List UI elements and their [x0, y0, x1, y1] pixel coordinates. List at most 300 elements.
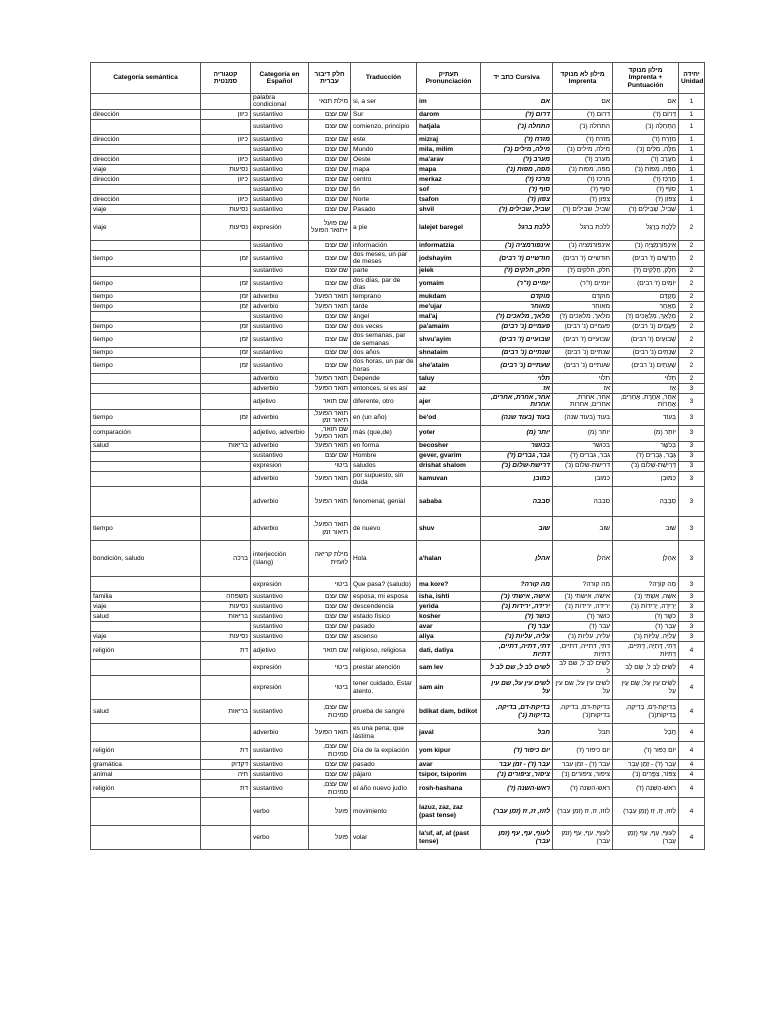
- cell-part-of-speech-hebrew: תואר הפועל: [309, 374, 351, 384]
- cell-imprenta: אינפורמציה (נ'): [553, 240, 613, 250]
- cell-categoria-semantica-hebrew: נסיעות: [201, 602, 251, 612]
- cell-imprenta-puntuacion: דְּרִישַׁת-שָׁלוֹם (נ'): [613, 461, 679, 471]
- cell-traduccion: Norte: [351, 194, 417, 204]
- cell-imprenta-puntuacion: שׁוּב: [613, 517, 679, 541]
- cell-categoria-semantica: tiempo: [91, 250, 201, 266]
- cell-pronunciacion: sam lev: [417, 660, 481, 676]
- cell-imprenta: ציפור, ציפורים (נ'): [553, 770, 613, 780]
- cell-categoria-semantica-hebrew: זמן: [201, 276, 251, 292]
- cell-pronunciacion: tsafon: [417, 194, 481, 204]
- cell-imprenta-puntuacion: יוֹם כִּפּוּר (ז'): [613, 742, 679, 760]
- cell-categoria-semantica-hebrew: דת: [201, 642, 251, 660]
- table-row: [91, 541, 705, 577]
- cell-categoria-espanol: adverbio: [251, 409, 309, 425]
- cell-part-of-speech-hebrew: שם עצם: [309, 154, 351, 164]
- cell-traduccion: pájaro: [351, 770, 417, 780]
- table-row: [91, 312, 705, 322]
- cell-categoria-semantica: salud: [91, 700, 201, 724]
- cell-imprenta: לשים עין על, שם עין על: [553, 676, 613, 700]
- cell-imprenta-puntuacion: כֹּשֶׁר (ז'): [613, 612, 679, 622]
- cell-cursiva: תלוי: [481, 374, 553, 384]
- cell-cursiva: מלאך, מלאכים (ז'): [481, 312, 553, 322]
- cell-traduccion: volar: [351, 826, 417, 850]
- cell-imprenta-puntuacion: הַתְחָלָה (נ'): [613, 119, 679, 134]
- table-row: [91, 622, 705, 632]
- cell-imprenta: חבל: [553, 724, 613, 742]
- cell-pronunciacion: shvu'ayim: [417, 332, 481, 348]
- cell-categoria-semantica-hebrew: [201, 94, 251, 110]
- cell-unidad: 4: [679, 798, 705, 826]
- cell-cursiva: בעוד (בעוד שנה): [481, 409, 553, 425]
- cell-imprenta: תלוי: [553, 374, 613, 384]
- cell-pronunciacion: gever, gvarim: [417, 451, 481, 461]
- cell-imprenta: אם: [553, 94, 613, 110]
- cell-cursiva: שבועיים (ז' רבים): [481, 332, 553, 348]
- cell-categoria-semantica: [91, 384, 201, 394]
- cell-categoria-semantica-hebrew: [201, 240, 251, 250]
- cell-part-of-speech-hebrew: שם עצם: [309, 312, 351, 322]
- cell-cursiva: לזוז, זז, זז (זמן עבר): [481, 798, 553, 826]
- cell-categoria-semantica: viaje: [91, 204, 201, 214]
- cell-categoria-espanol: sustantivo: [251, 780, 309, 798]
- table-row: [91, 441, 705, 451]
- cell-cursiva: מאוחר: [481, 302, 553, 312]
- cell-categoria-semantica-hebrew: כיוון: [201, 174, 251, 184]
- cell-cursiva: אהלן: [481, 541, 553, 577]
- cell-categoria-espanol: adverbio: [251, 441, 309, 451]
- cell-traduccion: mapa: [351, 164, 417, 174]
- cell-categoria-semantica-hebrew: נסיעות: [201, 214, 251, 240]
- cell-unidad: 3: [679, 577, 705, 592]
- cell-imprenta: ראש-השנה (ז'): [553, 780, 613, 798]
- cell-traduccion: diferente, otro: [351, 394, 417, 410]
- cell-part-of-speech-hebrew: שם עצם: [309, 194, 351, 204]
- cell-part-of-speech-hebrew: שם עצם: [309, 240, 351, 250]
- cell-cursiva: שעתיים (נ' רבים): [481, 358, 553, 374]
- cell-unidad: 1: [679, 109, 705, 119]
- cell-imprenta-puntuacion: חֵלֶק, חֲלָקִים (ז'): [613, 266, 679, 276]
- cell-pronunciacion: avar: [417, 622, 481, 632]
- cell-cursiva: עבר (ז'): [481, 622, 553, 632]
- cell-imprenta-puntuacion: עָבָר (ז') - זְמַן עָבָר: [613, 760, 679, 770]
- cell-categoria-espanol: adverbio: [251, 724, 309, 742]
- cell-categoria-semantica: [91, 312, 201, 322]
- cell-traduccion: ángel: [351, 312, 417, 322]
- cell-part-of-speech-hebrew: שם עצם: [309, 632, 351, 642]
- cell-categoria-semantica: tiempo: [91, 348, 201, 358]
- cell-categoria-semantica-hebrew: [201, 826, 251, 850]
- cell-categoria-semantica: [91, 240, 201, 250]
- cell-categoria-semantica-hebrew: כיוון: [201, 154, 251, 164]
- cell-imprenta-puntuacion: אִינְפוֹרְמַצְיָה (נ'): [613, 240, 679, 250]
- cell-imprenta-puntuacion: אָז: [613, 384, 679, 394]
- cell-traduccion: de nuevo: [351, 517, 417, 541]
- cell-categoria-semantica-hebrew: [201, 577, 251, 592]
- cell-categoria-semantica: dirección: [91, 194, 201, 204]
- table-row: [91, 240, 705, 250]
- cell-pronunciacion: mizraj: [417, 134, 481, 144]
- cell-cursiva: לעוף, עף, עף (זמן עבר): [481, 826, 553, 850]
- cell-part-of-speech-hebrew: שם עצם: [309, 322, 351, 332]
- cell-pronunciacion: isha, ishti: [417, 592, 481, 602]
- cell-categoria-espanol: sustantivo: [251, 164, 309, 174]
- cell-imprenta: חלק, חלקים (ז'): [553, 266, 613, 276]
- cell-traduccion: dos veces: [351, 322, 417, 332]
- cell-cursiva: חודשיים (ז' רבים): [481, 250, 553, 266]
- cell-pronunciacion: la'uf, af, af (past tense): [417, 826, 481, 850]
- cell-categoria-espanol: sustantivo: [251, 332, 309, 348]
- cell-part-of-speech-hebrew: שם פועל +תואר הפועל: [309, 214, 351, 240]
- cell-part-of-speech-hebrew: מילת קריאה לועזית: [309, 541, 351, 577]
- cell-part-of-speech-hebrew: שם עצם: [309, 622, 351, 632]
- cell-categoria-espanol: adjetivo: [251, 642, 309, 660]
- cell-categoria-espanol: sustantivo: [251, 632, 309, 642]
- cell-categoria-espanol: sustantivo: [251, 700, 309, 724]
- cell-part-of-speech-hebrew: שם עצם: [309, 144, 351, 154]
- cell-categoria-espanol: sustantivo: [251, 144, 309, 154]
- cell-categoria-semantica: animal: [91, 770, 201, 780]
- cell-imprenta: עבר (ז') - זמן עבר: [553, 760, 613, 770]
- table-row: [91, 164, 705, 174]
- cell-categoria-espanol: sustantivo: [251, 174, 309, 184]
- cell-imprenta-puntuacion: שְׁבוּעַיִם (ז' רבים): [613, 332, 679, 348]
- cell-categoria-semantica-hebrew: זמן: [201, 409, 251, 425]
- cell-imprenta: בכושר: [553, 441, 613, 451]
- cell-part-of-speech-hebrew: תואר הפועל: [309, 384, 351, 394]
- cell-imprenta-puntuacion: חָדְשַׁיִם (ז' רבים): [613, 250, 679, 266]
- cell-traduccion: dos meses, un par de meses: [351, 250, 417, 266]
- cell-imprenta: לעוף, עף, עף (זמן עבר): [553, 826, 613, 850]
- cell-imprenta-puntuacion: אִשָּׁה, אִשְׁתִּי (נ'): [613, 592, 679, 602]
- cell-categoria-semantica-hebrew: משפחה: [201, 592, 251, 602]
- cell-categoria-semantica: dirección: [91, 154, 201, 164]
- cell-categoria-espanol: sustantivo: [251, 266, 309, 276]
- cell-categoria-semantica-hebrew: כיוון: [201, 134, 251, 144]
- cell-categoria-espanol: adverbio: [251, 292, 309, 302]
- cell-part-of-speech-hebrew: ביטוי: [309, 577, 351, 592]
- cell-categoria-espanol: palabra condicional: [251, 94, 309, 110]
- cell-pronunciacion: sam ain: [417, 676, 481, 700]
- cell-categoria-espanol: sustantivo: [251, 612, 309, 622]
- cell-part-of-speech-hebrew: שם תואר: [309, 642, 351, 660]
- cell-imprenta: מה קורה?: [553, 577, 613, 592]
- cell-imprenta-puntuacion: בְּדִיקַת-דָּם, בְּדִיקָה, בְּדִיקוֹת(נ'): [613, 700, 679, 724]
- cell-traduccion: esposa, mi esposa: [351, 592, 417, 602]
- cell-categoria-semantica-hebrew: [201, 312, 251, 322]
- cell-traduccion: si, a ser: [351, 94, 417, 110]
- cell-categoria-semantica: [91, 676, 201, 700]
- table-row: [91, 94, 705, 110]
- cell-imprenta-puntuacion: שְׁנָתַיִם (נ' רבים): [613, 348, 679, 358]
- cell-part-of-speech-hebrew: ביטוי: [309, 660, 351, 676]
- cell-part-of-speech-hebrew: שם עצם, סמיכות: [309, 742, 351, 760]
- cell-part-of-speech-hebrew: שם עצם, סמיכות: [309, 780, 351, 798]
- cell-categoria-semantica-hebrew: זמן: [201, 358, 251, 374]
- cell-traduccion: es una pena, que lástima: [351, 724, 417, 742]
- table-row: [91, 144, 705, 154]
- table-row: [91, 425, 705, 441]
- cell-categoria-semantica-hebrew: [201, 517, 251, 541]
- cell-traduccion: pasado: [351, 622, 417, 632]
- table-row: [91, 409, 705, 425]
- table-row: [91, 194, 705, 204]
- cell-part-of-speech-hebrew: שם תואר: [309, 394, 351, 410]
- cell-categoria-semantica-hebrew: זמן: [201, 332, 251, 348]
- cell-unidad: 3: [679, 612, 705, 622]
- cell-traduccion: Pasado: [351, 204, 417, 214]
- cell-traduccion: Oeste: [351, 154, 417, 164]
- cell-categoria-semantica-hebrew: [201, 184, 251, 194]
- cell-cursiva: כושר (ז'): [481, 612, 553, 622]
- cell-imprenta-puntuacion: מֶרְכָּז (ז'): [613, 174, 679, 184]
- cell-categoria-semantica-hebrew: [201, 798, 251, 826]
- cell-categoria-espanol: expresión: [251, 676, 309, 700]
- cell-cursiva: לשים עין על, שם עין על: [481, 676, 553, 700]
- cell-categoria-semantica: tiempo: [91, 292, 201, 302]
- cell-imprenta-puntuacion: עֲלִיָּה, עֲלִיּוֹת (נ'): [613, 632, 679, 642]
- table-row: [91, 487, 705, 517]
- cell-imprenta: ירידה, ירידות (נ'): [553, 602, 613, 612]
- cell-cursiva: ירידה, ירידות (נ'): [481, 602, 553, 612]
- cell-pronunciacion: drishat shalom: [417, 461, 481, 471]
- cell-pronunciacion: mukdam: [417, 292, 481, 302]
- cell-categoria-semantica: [91, 451, 201, 461]
- cell-categoria-espanol: adverbio: [251, 517, 309, 541]
- cell-traduccion: religioso, religiosa: [351, 642, 417, 660]
- header-cursiva: כתב יד Cursiva: [481, 63, 553, 94]
- cell-imprenta-puntuacion: צָפוֹן (ז'): [613, 194, 679, 204]
- cell-unidad: 3: [679, 384, 705, 394]
- cell-part-of-speech-hebrew: שם עצם: [309, 612, 351, 622]
- cell-unidad: 1: [679, 119, 705, 134]
- cell-unidad: 2: [679, 348, 705, 358]
- cell-categoria-semantica-hebrew: דקדוק: [201, 760, 251, 770]
- cell-part-of-speech-hebrew: שם עצם, סמיכות: [309, 700, 351, 724]
- cell-categoria-espanol: adverbio: [251, 384, 309, 394]
- cell-pronunciacion: merkaz: [417, 174, 481, 184]
- cell-imprenta: צפון (ז'): [553, 194, 613, 204]
- cell-imprenta: גבר, גברים (ז'): [553, 451, 613, 461]
- cell-imprenta: אישה, אישתי (נ'): [553, 592, 613, 602]
- cell-imprenta: מאוחר: [553, 302, 613, 312]
- cell-unidad: 1: [679, 184, 705, 194]
- cell-unidad: 4: [679, 660, 705, 676]
- cell-unidad: 4: [679, 724, 705, 742]
- cell-categoria-semantica-hebrew: ברכה: [201, 541, 251, 577]
- cell-pronunciacion: be'od: [417, 409, 481, 425]
- cell-categoria-semantica-hebrew: נסיעות: [201, 204, 251, 214]
- cell-cursiva: עליה, עליות (נ'): [481, 632, 553, 642]
- table-row: [91, 358, 705, 374]
- cell-imprenta: לשים לב ל, שם לב ל: [553, 660, 613, 676]
- cell-cursiva: כמובן: [481, 471, 553, 487]
- cell-unidad: 3: [679, 517, 705, 541]
- cell-part-of-speech-hebrew: שם עצם: [309, 358, 351, 374]
- cell-part-of-speech-hebrew: פועל: [309, 798, 351, 826]
- cell-cursiva: ראש-השנה (ז'): [481, 780, 553, 798]
- cell-cursiva: אז: [481, 384, 553, 394]
- cell-traduccion: prestar atención: [351, 660, 417, 676]
- cell-categoria-espanol: sustantivo: [251, 119, 309, 134]
- cell-unidad: 4: [679, 770, 705, 780]
- cell-imprenta-puntuacion: כַּמּוּבָן: [613, 471, 679, 487]
- cell-part-of-speech-hebrew: שם עצם: [309, 332, 351, 348]
- cell-traduccion: en forma: [351, 441, 417, 451]
- cell-categoria-semantica-hebrew: זמן: [201, 302, 251, 312]
- cell-categoria-espanol: sustantivo: [251, 770, 309, 780]
- cell-unidad: 2: [679, 358, 705, 374]
- cell-pronunciacion: bdikat dam, bdikot: [417, 700, 481, 724]
- table-row: [91, 471, 705, 487]
- cell-pronunciacion: ajer: [417, 394, 481, 410]
- cell-cursiva: גבר, גברים (ז'): [481, 451, 553, 461]
- cell-categoria-semantica: comparación: [91, 425, 201, 441]
- cell-categoria-semantica-hebrew: [201, 724, 251, 742]
- table-row: [91, 676, 705, 700]
- cell-cursiva: התחלה (נ'): [481, 119, 553, 134]
- cell-categoria-espanol: expresión: [251, 214, 309, 240]
- cell-categoria-semantica-hebrew: בריאות: [201, 612, 251, 622]
- table-row: [91, 632, 705, 642]
- cell-traduccion: ascenso: [351, 632, 417, 642]
- cell-categoria-espanol: sustantivo: [251, 348, 309, 358]
- cell-unidad: 4: [679, 676, 705, 700]
- cell-cursiva: אינפורמציה (נ'): [481, 240, 553, 250]
- cell-imprenta: מילה, מילים (נ'): [553, 144, 613, 154]
- table-row: [91, 266, 705, 276]
- cell-categoria-semantica: [91, 487, 201, 517]
- cell-traduccion: este: [351, 134, 417, 144]
- cell-unidad: 2: [679, 266, 705, 276]
- cell-categoria-semantica: religión: [91, 742, 201, 760]
- cell-part-of-speech-hebrew: שם עצם: [309, 266, 351, 276]
- cell-imprenta-puntuacion: מֻקְדָּם: [613, 292, 679, 302]
- cell-categoria-espanol: verbo: [251, 826, 309, 850]
- cell-pronunciacion: aliya: [417, 632, 481, 642]
- cell-categoria-semantica-hebrew: [201, 144, 251, 154]
- cell-categoria-semantica-hebrew: [201, 660, 251, 676]
- cell-categoria-espanol: sustantivo: [251, 622, 309, 632]
- cell-categoria-semantica: tiempo: [91, 332, 201, 348]
- cell-imprenta-puntuacion: מַעֲרָב (ז'): [613, 154, 679, 164]
- cell-categoria-semantica: [91, 471, 201, 487]
- cell-traduccion: más (que,de): [351, 425, 417, 441]
- cell-cursiva: יום כיפור (ז'): [481, 742, 553, 760]
- cell-categoria-semantica-hebrew: [201, 374, 251, 384]
- cell-pronunciacion: taluy: [417, 374, 481, 384]
- table-row: [91, 642, 705, 660]
- table-row: [91, 109, 705, 119]
- cell-unidad: 3: [679, 622, 705, 632]
- table-row: [91, 602, 705, 612]
- cell-part-of-speech-hebrew: שם עצם: [309, 164, 351, 174]
- table-row: [91, 174, 705, 184]
- cell-part-of-speech-hebrew: שם עצם: [309, 276, 351, 292]
- header-part-of-speech-hebrew: חלק דיבור עברית: [309, 63, 351, 94]
- cell-imprenta: יום כיפור (ז'): [553, 742, 613, 760]
- cell-imprenta-puntuacion: לָשִׂים לֵב ל, שָׂם לֵב: [613, 660, 679, 676]
- cell-traduccion: en (un año): [351, 409, 417, 425]
- cell-traduccion: descendencia: [351, 602, 417, 612]
- cell-cursiva: מפה, מפות (נ'): [481, 164, 553, 174]
- cell-unidad: 4: [679, 780, 705, 798]
- cell-imprenta: מזרח (ז'): [553, 134, 613, 144]
- table-row: [91, 276, 705, 292]
- cell-categoria-semantica: bondición, saludo: [91, 541, 201, 577]
- cell-part-of-speech-hebrew: שם עצם: [309, 770, 351, 780]
- cell-imprenta-puntuacion: לָשִׂים עַיִן עַל, שָׂם עַיִן עַל: [613, 676, 679, 700]
- header-categoria-semantica: Categoría semántica: [91, 63, 201, 94]
- cell-traduccion: dos años: [351, 348, 417, 358]
- cell-pronunciacion: sof: [417, 184, 481, 194]
- cell-unidad: 3: [679, 541, 705, 577]
- cell-unidad: 1: [679, 194, 705, 204]
- cell-part-of-speech-hebrew: שם עצם: [309, 250, 351, 266]
- cell-unidad: 2: [679, 292, 705, 302]
- cell-pronunciacion: avar: [417, 760, 481, 770]
- cell-pronunciacion: kamuvan: [417, 471, 481, 487]
- cell-categoria-semantica: [91, 394, 201, 410]
- cell-part-of-speech-hebrew: תואר הפועל: [309, 487, 351, 517]
- cell-cursiva: בכושר: [481, 441, 553, 451]
- cell-categoria-semantica: tiempo: [91, 517, 201, 541]
- cell-imprenta-puntuacion: שְׁעָתַיִם (נ' רבים): [613, 358, 679, 374]
- cell-unidad: 2: [679, 240, 705, 250]
- cell-categoria-espanol: sustantivo: [251, 322, 309, 332]
- vocabulary-table: [90, 62, 705, 850]
- table-row: [91, 724, 705, 742]
- cell-categoria-semantica: salud: [91, 441, 201, 451]
- cell-traduccion: dos días, par de días: [351, 276, 417, 292]
- cell-cursiva: יומיים (ז"ר): [481, 276, 553, 292]
- cell-traduccion: prueba de sangre: [351, 700, 417, 724]
- cell-part-of-speech-hebrew: תואר הפועל: [309, 724, 351, 742]
- cell-part-of-speech-hebrew: שם עצם: [309, 134, 351, 144]
- cell-categoria-espanol: sustantivo: [251, 154, 309, 164]
- cell-categoria-semantica: [91, 660, 201, 676]
- cell-unidad: 2: [679, 322, 705, 332]
- header-categoria-espanol: Categoría en Español: [251, 63, 309, 94]
- cell-imprenta: שנתיים (נ' רבים): [553, 348, 613, 358]
- cell-categoria-espanol: sustantivo: [251, 602, 309, 612]
- cell-part-of-speech-hebrew: שם עצם: [309, 451, 351, 461]
- cell-categoria-espanol: adjetivo: [251, 394, 309, 410]
- cell-part-of-speech-hebrew: ביטוי: [309, 461, 351, 471]
- cell-categoria-semantica: [91, 461, 201, 471]
- cell-categoria-semantica: [91, 144, 201, 154]
- cell-traduccion: Día de la expiación: [351, 742, 417, 760]
- table-row: [91, 798, 705, 826]
- cell-categoria-semantica: [91, 622, 201, 632]
- cell-categoria-semantica: [91, 577, 201, 592]
- cell-pronunciacion: ma'arav: [417, 154, 481, 164]
- cell-imprenta-puntuacion: אַהְלָן: [613, 541, 679, 577]
- cell-categoria-semantica: tiempo: [91, 276, 201, 292]
- cell-pronunciacion: she'ataim: [417, 358, 481, 374]
- cell-cursiva: צפון (ז'): [481, 194, 553, 204]
- cell-categoria-semantica: viaje: [91, 214, 201, 240]
- table-row: [91, 119, 705, 134]
- cell-cursiva: מרכז (ז'): [481, 174, 553, 184]
- cell-imprenta: שעתיים (נ' רבים): [553, 358, 613, 374]
- cell-pronunciacion: mapa: [417, 164, 481, 174]
- cell-imprenta-puntuacion: עָבָר (ז'): [613, 622, 679, 632]
- cell-pronunciacion: shuv: [417, 517, 481, 541]
- cell-traduccion: Hombre: [351, 451, 417, 461]
- cell-categoria-semantica-hebrew: [201, 487, 251, 517]
- cell-categoria-semantica: familia: [91, 592, 201, 602]
- cell-traduccion: por supuesto, sin duda: [351, 471, 417, 487]
